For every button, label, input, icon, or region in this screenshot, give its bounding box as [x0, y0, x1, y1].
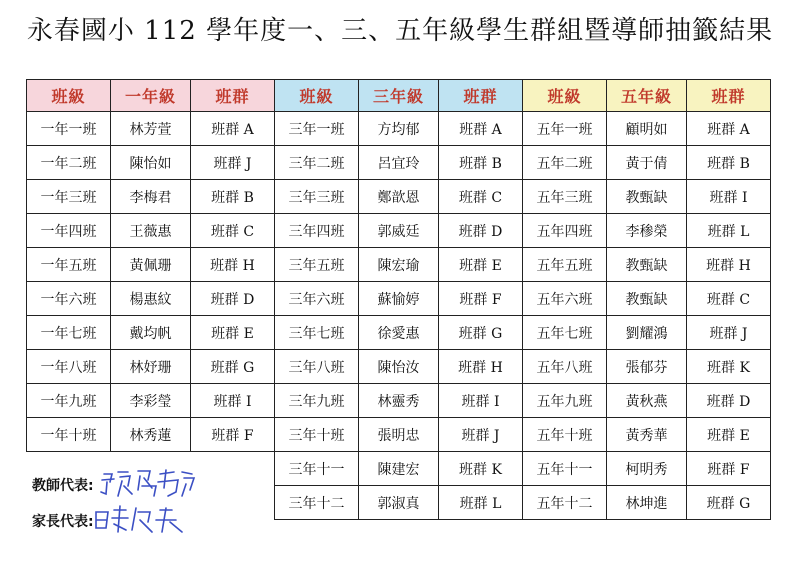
- grade3-header-row: [275, 80, 523, 112]
- class-cell: 五年十一: [523, 452, 607, 486]
- grade5-header-cell: 五年級: [607, 80, 687, 112]
- table-row: [523, 350, 771, 384]
- group-cell: 班群 D: [687, 384, 771, 418]
- class-cell: 三年六班: [275, 282, 359, 316]
- table-row: [523, 248, 771, 282]
- teacher-cell: 林妤珊: [111, 350, 191, 384]
- class-cell: 五年二班: [523, 146, 607, 180]
- teacher-cell: 陳怡汝: [359, 350, 439, 384]
- group-cell: 班群 D: [191, 282, 275, 316]
- class-cell: 一年四班: [27, 214, 111, 248]
- class-cell: 五年八班: [523, 350, 607, 384]
- group-cell: 班群 G: [439, 316, 523, 350]
- teacher-cell: 徐愛惠: [359, 316, 439, 350]
- class-cell: 五年四班: [523, 214, 607, 248]
- teacher-cell: 戴均帆: [111, 316, 191, 350]
- table-row: [523, 112, 771, 146]
- group-cell: 班群 E: [191, 316, 275, 350]
- grade1-header-row: [27, 80, 275, 112]
- group-cell: 班群 F: [191, 418, 275, 452]
- parent-signature: [92, 502, 192, 538]
- table-row: [523, 316, 771, 350]
- teacher-cell: 王薇惠: [111, 214, 191, 248]
- teacher-cell: 黃于倩: [607, 146, 687, 180]
- group-cell: 班群 E: [439, 248, 523, 282]
- class-cell: 三年二班: [275, 146, 359, 180]
- table-row: [27, 350, 275, 384]
- class-cell: 三年五班: [275, 248, 359, 282]
- class-cell: 一年十班: [27, 418, 111, 452]
- class-cell: 一年二班: [27, 146, 111, 180]
- teacher-cell: 郭威廷: [359, 214, 439, 248]
- class-cell: 五年三班: [523, 180, 607, 214]
- group-cell: 班群 B: [687, 146, 771, 180]
- table-row: [523, 214, 771, 248]
- group-cell: 班群 A: [191, 112, 275, 146]
- teacher-cell: 林芳萱: [111, 112, 191, 146]
- teacher-cell: 鄭歆恩: [359, 180, 439, 214]
- class-cell: 三年八班: [275, 350, 359, 384]
- class-cell: 一年八班: [27, 350, 111, 384]
- table-row: [275, 146, 523, 180]
- class-cell: 一年九班: [27, 384, 111, 418]
- group-cell: 班群 E: [687, 418, 771, 452]
- group-cell: 班群 D: [439, 214, 523, 248]
- grade1-header-cell: 一年級: [111, 80, 191, 112]
- table-row: [523, 486, 771, 520]
- table-row: [27, 418, 275, 452]
- table-row: [523, 384, 771, 418]
- teacher-cell: 教甄缺: [607, 248, 687, 282]
- teacher-cell: 張明忠: [359, 418, 439, 452]
- teacher-cell: 黃佩珊: [111, 248, 191, 282]
- class-cell: 三年十一: [275, 452, 359, 486]
- class-cell: 三年十班: [275, 418, 359, 452]
- grade1-header-cell: 班級: [27, 80, 111, 112]
- grade5-table: [522, 79, 771, 520]
- table-row: [523, 146, 771, 180]
- class-cell: 五年十二: [523, 486, 607, 520]
- class-cell: 一年六班: [27, 282, 111, 316]
- group-cell: 班群 H: [687, 248, 771, 282]
- group-cell: 班群 B: [191, 180, 275, 214]
- group-cell: 班群 H: [439, 350, 523, 384]
- group-cell: 班群 A: [439, 112, 523, 146]
- class-cell: 五年一班: [523, 112, 607, 146]
- table-row: [275, 248, 523, 282]
- teacher-cell: 楊惠紋: [111, 282, 191, 316]
- grade3-table: [274, 79, 523, 520]
- group-cell: 班群 J: [439, 418, 523, 452]
- table-row: [27, 384, 275, 418]
- table-row: [275, 180, 523, 214]
- teacher-cell: 陳建宏: [359, 452, 439, 486]
- teacher-cell: 陳宏瑜: [359, 248, 439, 282]
- teacher-signature: [98, 466, 198, 500]
- group-cell: 班群 K: [687, 350, 771, 384]
- table-row: [275, 350, 523, 384]
- table-row: [523, 452, 771, 486]
- teacher-cell: 林秀蓮: [111, 418, 191, 452]
- group-cell: 班群 I: [191, 384, 275, 418]
- grade5-header-cell: 班群: [687, 80, 771, 112]
- group-cell: 班群 J: [687, 316, 771, 350]
- teacher-cell: 張郁芬: [607, 350, 687, 384]
- table-row: [523, 180, 771, 214]
- grade1-table: [26, 79, 275, 452]
- table-row: [523, 418, 771, 452]
- group-cell: 班群 F: [439, 282, 523, 316]
- group-cell: 班群 F: [687, 452, 771, 486]
- teacher-cell: 李彩瑩: [111, 384, 191, 418]
- class-cell: 三年三班: [275, 180, 359, 214]
- table-row: [275, 282, 523, 316]
- group-cell: 班群 G: [687, 486, 771, 520]
- class-cell: 一年三班: [27, 180, 111, 214]
- group-cell: 班群 J: [191, 146, 275, 180]
- teacher-cell: 李䅟榮: [607, 214, 687, 248]
- page-title: 永春國小 112 學年度一、三、五年級學生群組暨導師抽籤結果: [26, 16, 774, 46]
- teacher-cell: 黃秀華: [607, 418, 687, 452]
- table-row: [27, 282, 275, 316]
- teacher-cell: 顧明如: [607, 112, 687, 146]
- group-cell: 班群 L: [439, 486, 523, 520]
- grade3-header-cell: 班群: [439, 80, 523, 112]
- grade1-header-cell: 班群: [191, 80, 275, 112]
- teacher-cell: 方均郁: [359, 112, 439, 146]
- table-row: [275, 486, 523, 520]
- group-cell: 班群 H: [191, 248, 275, 282]
- class-cell: 五年五班: [523, 248, 607, 282]
- teacher-cell: 柯明秀: [607, 452, 687, 486]
- table-row: [27, 146, 275, 180]
- teacher-cell: 劉耀鴻: [607, 316, 687, 350]
- table-row: [275, 452, 523, 486]
- table-row: [275, 214, 523, 248]
- table-row: [275, 316, 523, 350]
- teacher-cell: 林靈秀: [359, 384, 439, 418]
- group-cell: 班群 B: [439, 146, 523, 180]
- teacher-cell: 黃秋燕: [607, 384, 687, 418]
- table-row: [275, 112, 523, 146]
- group-cell: 班群 A: [687, 112, 771, 146]
- table-row: [523, 282, 771, 316]
- group-cell: 班群 I: [687, 180, 771, 214]
- teacher-cell: 呂宜玲: [359, 146, 439, 180]
- parent-rep-label: 家長代表:: [32, 514, 94, 530]
- grade5-header-cell: 班級: [523, 80, 607, 112]
- teacher-cell: 李梅君: [111, 180, 191, 214]
- class-cell: 五年六班: [523, 282, 607, 316]
- teacher-cell: 教甄缺: [607, 282, 687, 316]
- group-cell: 班群 C: [191, 214, 275, 248]
- class-cell: 三年十二: [275, 486, 359, 520]
- teacher-cell: 陳怡如: [111, 146, 191, 180]
- group-cell: 班群 G: [191, 350, 275, 384]
- group-cell: 班群 K: [439, 452, 523, 486]
- table-row: [27, 248, 275, 282]
- class-cell: 一年五班: [27, 248, 111, 282]
- class-cell: 五年九班: [523, 384, 607, 418]
- class-cell: 三年四班: [275, 214, 359, 248]
- class-cell: 五年七班: [523, 316, 607, 350]
- class-cell: 三年一班: [275, 112, 359, 146]
- grade3-header-cell: 班級: [275, 80, 359, 112]
- grade3-header-cell: 三年級: [359, 80, 439, 112]
- class-cell: 三年七班: [275, 316, 359, 350]
- table-row: [27, 214, 275, 248]
- teacher-cell: 郭淑真: [359, 486, 439, 520]
- teacher-rep-label: 教師代表:: [32, 478, 94, 494]
- class-cell: 五年十班: [523, 418, 607, 452]
- class-cell: 一年七班: [27, 316, 111, 350]
- group-cell: 班群 C: [687, 282, 771, 316]
- grade5-header-row: [523, 80, 771, 112]
- group-cell: 班群 I: [439, 384, 523, 418]
- table-row: [27, 112, 275, 146]
- table-row: [27, 180, 275, 214]
- teacher-cell: 蘇愉婷: [359, 282, 439, 316]
- teacher-cell: 林坤進: [607, 486, 687, 520]
- group-cell: 班群 L: [687, 214, 771, 248]
- group-cell: 班群 C: [439, 180, 523, 214]
- class-cell: 三年九班: [275, 384, 359, 418]
- table-row: [275, 384, 523, 418]
- class-cell: 一年一班: [27, 112, 111, 146]
- teacher-cell: 教甄缺: [607, 180, 687, 214]
- table-row: [275, 418, 523, 452]
- table-row: [27, 316, 275, 350]
